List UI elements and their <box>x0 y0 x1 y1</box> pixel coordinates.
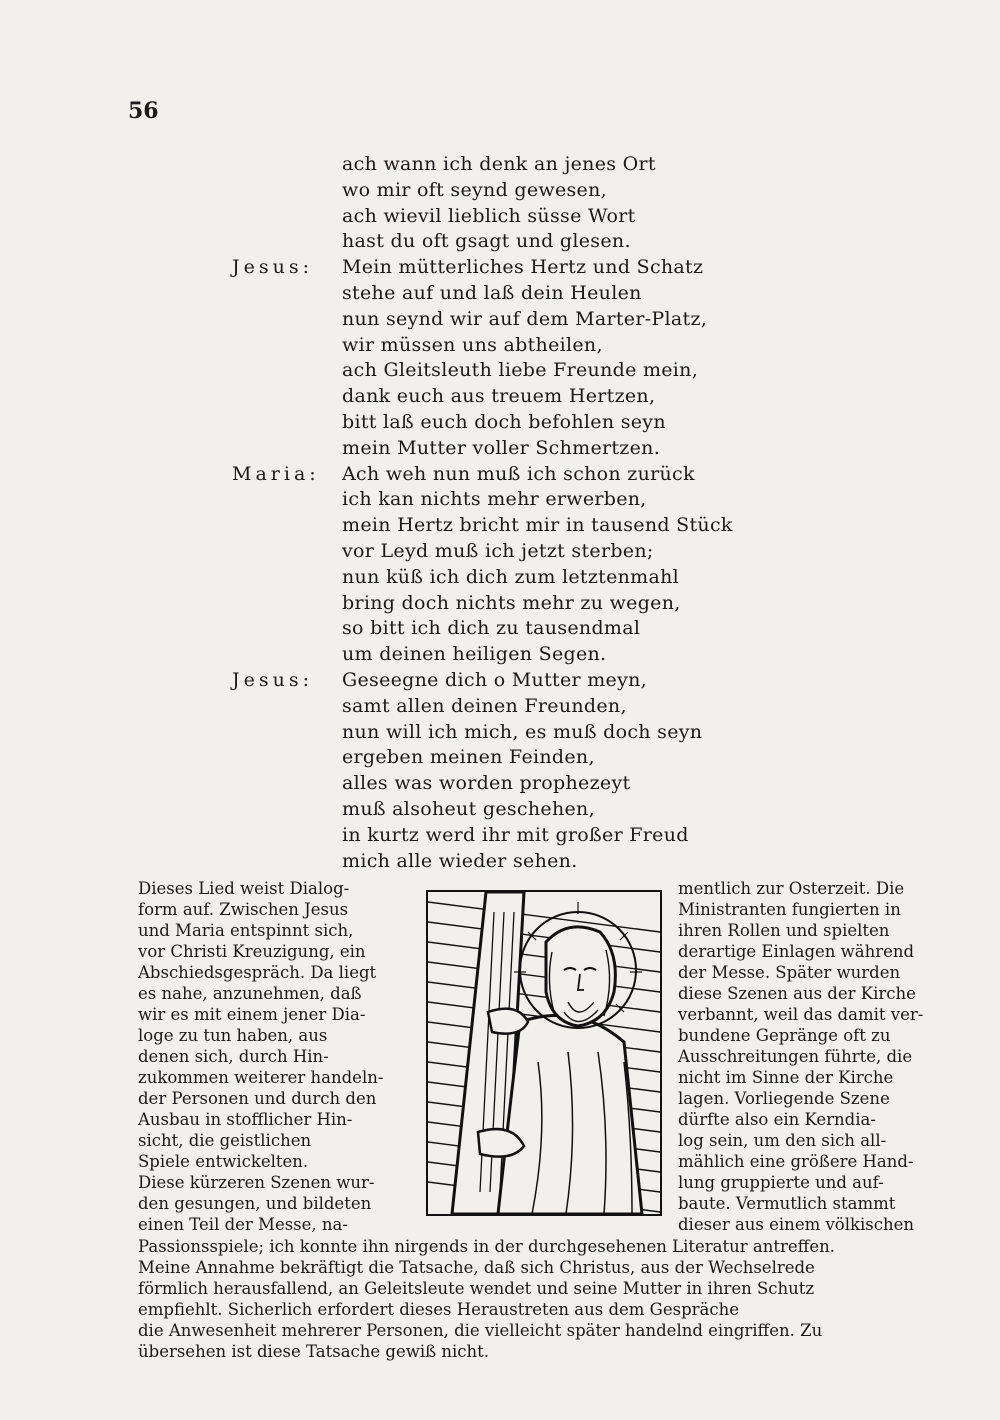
text-line: loge zu tun haben, aus <box>138 1026 328 1045</box>
text-line: die Anwesenheit mehrerer Personen, die vielleicht später handelnd eingriffen. Zu <box>138 1321 823 1340</box>
text-line: log sein, um den sich all- <box>678 1131 887 1150</box>
christ-carrying-cross-woodcut <box>428 892 660 1214</box>
verse-line <box>232 333 792 359</box>
verse-line <box>232 797 792 823</box>
verse-line <box>232 384 792 410</box>
verse-block <box>232 152 792 874</box>
verse-line <box>232 591 792 617</box>
verse-text: hast du oft gsagt und glesen. <box>342 230 631 253</box>
text-line: zukommen weiterer handeln- <box>138 1068 384 1087</box>
verse-text: nun seynd wir auf dem Marter-Platz, <box>342 307 708 330</box>
verse-text: vor Leyd muß ich jetzt sterben; <box>342 539 654 562</box>
verse-text: mein Hertz bricht mir in tausend Stück <box>342 514 733 537</box>
verse-line <box>232 771 792 797</box>
text-line: einen Teil der Messe, na- <box>138 1215 348 1234</box>
verse-text: muß alsoheut geschehen, <box>342 797 595 820</box>
text-line: Ministranten fungierten in <box>678 900 901 919</box>
speaker-label: Jesus: <box>232 256 313 279</box>
verse-line <box>232 720 792 746</box>
verse-text: um deinen heiligen Segen. <box>342 643 607 666</box>
verse-text: dank euch aus treuem Hertzen, <box>342 385 656 408</box>
verse-line <box>232 642 792 668</box>
text-line: dieser aus einem völkischen <box>678 1215 915 1234</box>
text-line: übersehen ist diese Tatsache gewiß nicht. <box>138 1342 490 1361</box>
text-line: Abschiedsgespräch. Da liegt <box>138 963 377 982</box>
verse-text: ach wievil lieblich süsse Wort <box>342 204 636 227</box>
verse-text: in kurtz werd ihr mit großer Freud <box>342 823 689 846</box>
verse-line <box>232 255 792 281</box>
text-line: nicht im Sinne der Kirche <box>678 1068 894 1087</box>
verse-text: samt allen deinen Freunden, <box>342 694 627 717</box>
text-line: lagen. Vorliegende Szene <box>678 1089 890 1108</box>
text-line: es nahe, anzunehmen, daß <box>138 984 362 1003</box>
verse-line <box>232 229 792 255</box>
verse-line <box>232 462 792 488</box>
verse-line <box>232 565 792 591</box>
verse-line <box>232 539 792 565</box>
verse-line <box>232 745 792 771</box>
verse-text: stehe auf und laß dein Heulen <box>342 281 642 304</box>
verse-line <box>232 668 792 694</box>
verse-line <box>232 358 792 384</box>
text-line: den gesungen, und bildeten <box>138 1194 372 1213</box>
verse-text: Ach weh nun muß ich schon zurück <box>342 462 695 485</box>
verse-text: mein Mutter voller Schmertzen. <box>342 436 661 459</box>
text-line: wir es mit einem jener Dia- <box>138 1005 366 1024</box>
text-line: empfiehlt. Sicherlich erfordert dieses Heraustreten aus dem Gespräche <box>138 1300 740 1319</box>
text-line: förmlich herausfallend, an Geleitsleute wendet und seine Mutter in ihren Schutz <box>138 1279 815 1298</box>
text-line: lung gruppierte und auf- <box>678 1173 884 1192</box>
text-line: derartige Einlagen während <box>678 942 915 961</box>
text-line: Passionsspiele; ich konnte ihn nirgends in der durchgesehenen Literatur antreffen. <box>138 1237 835 1256</box>
page-number: 56 <box>128 98 159 124</box>
verse-line <box>232 178 792 204</box>
verse-text: mich alle wieder sehen. <box>342 849 578 872</box>
verse-text: wo mir oft seynd gewesen, <box>342 178 607 201</box>
text-line: dürfte also ein Kerndia- <box>678 1110 876 1129</box>
text-line: vor Christi Kreuzigung, ein <box>138 942 366 961</box>
text-line: Spiele entwickelten. <box>138 1152 309 1171</box>
verse-text: ach Gleitsleuth liebe Freunde mein, <box>342 359 699 382</box>
text-line: mentlich zur Osterzeit. Die <box>678 879 905 898</box>
text-line: mählich eine größere Hand- <box>678 1152 914 1171</box>
speaker-label: Jesus: <box>232 668 313 691</box>
text-line: form auf. Zwischen Jesus <box>138 900 349 919</box>
text-line: verbannt, weil das damit ver- <box>678 1005 924 1024</box>
text-line: Ausschreitungen führte, die <box>678 1047 913 1066</box>
text-line: und Maria entspinnt sich, <box>138 921 354 940</box>
text-line: Diese kürzeren Szenen wur- <box>138 1173 375 1192</box>
text-line: baute. Vermutlich stammt <box>678 1194 896 1213</box>
verse-text: bring doch nichts mehr zu wegen, <box>342 591 681 614</box>
verse-text: Mein mütterliches Hertz und Schatz <box>342 256 704 279</box>
verse-line <box>232 436 792 462</box>
text-line: Meine Annahme bekräftigt die Tatsache, daß sich Christus, aus der Wechselrede <box>138 1258 815 1277</box>
verse-line <box>232 152 792 178</box>
verse-line <box>232 616 792 642</box>
verse-text: so bitt ich dich zu tausendmal <box>342 617 641 640</box>
verse-line <box>232 513 792 539</box>
bottom-paragraph <box>138 1236 953 1362</box>
verse-text: nun küß ich dich zum letztenmahl <box>342 565 680 588</box>
verse-line <box>232 823 792 849</box>
text-line: der Personen und durch den <box>138 1089 377 1108</box>
verse-text: ergeben meinen Feinden, <box>342 746 595 769</box>
text-line: diese Szenen aus der Kirche <box>678 984 916 1003</box>
verse-text: alles was worden prophezeyt <box>342 772 631 795</box>
verse-text: ach wann ich denk an jenes Ort <box>342 153 656 175</box>
verse-line <box>232 694 792 720</box>
text-line: denen sich, durch Hin- <box>138 1047 329 1066</box>
verse-line <box>232 849 792 875</box>
verse-text: nun will ich mich, es muß doch seyn <box>342 720 703 743</box>
woodcut-illustration <box>426 890 662 1216</box>
right-text-column <box>678 878 950 1235</box>
left-text-column <box>138 878 413 1235</box>
verse-text: bitt laß euch doch befohlen seyn <box>342 410 666 433</box>
verse-line <box>232 410 792 436</box>
verse-text: Geseegne dich o Mutter meyn, <box>342 668 647 691</box>
verse-line <box>232 307 792 333</box>
text-line: ihren Rollen und spielten <box>678 921 890 940</box>
verse-line <box>232 487 792 513</box>
verse-text: ich kan nichts mehr erwerben, <box>342 488 647 511</box>
speaker-label: Maria: <box>232 462 320 485</box>
text-line: Dieses Lied weist Dialog- <box>138 879 350 898</box>
text-line: der Messe. Später wurden <box>678 963 901 982</box>
verse-line <box>232 281 792 307</box>
text-line: bundene Gepränge oft zu <box>678 1026 891 1045</box>
verse-line <box>232 204 792 230</box>
verse-text: wir müssen uns abtheilen, <box>342 333 603 356</box>
text-line: Ausbau in stofflicher Hin- <box>138 1110 353 1129</box>
text-line: sicht, die geistlichen <box>138 1131 312 1150</box>
